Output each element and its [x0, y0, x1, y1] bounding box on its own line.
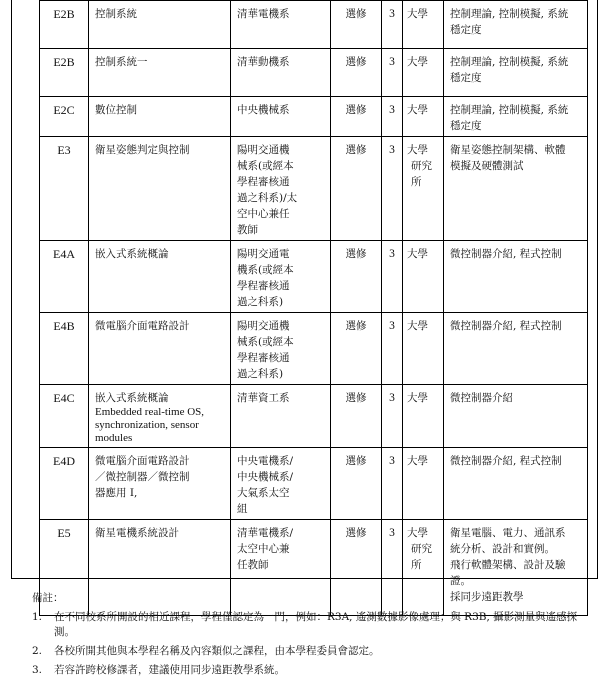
course-name-cell: [89, 49, 231, 97]
course-row: [40, 137, 588, 241]
offering-dept: 組: [237, 503, 248, 515]
course-type: 選修: [331, 241, 382, 313]
note-item: [32, 610, 592, 640]
course-content: 微控制器介紹: [450, 392, 513, 404]
course-level: 大學: [407, 56, 428, 68]
course-level: 大學: [407, 8, 428, 20]
course-credit: 3: [382, 97, 403, 137]
course-code: E3: [40, 137, 89, 241]
course-content: 採同步遠距教學: [450, 591, 524, 603]
course-content-cell: [444, 49, 588, 97]
course-table-body: [40, 1, 588, 616]
course-row: [40, 49, 588, 97]
course-content: 穩定度: [450, 120, 482, 132]
offering-dept: 中央機械系: [237, 104, 290, 116]
course-content: 穩定度: [450, 72, 482, 84]
course-row: [40, 448, 588, 520]
course-name: 微電腦介面電路設計: [95, 455, 190, 467]
offering-dept: 陽明交通機: [237, 144, 290, 156]
offering-dept: 清華電機系/: [237, 527, 294, 539]
course-content: 微控制器介紹, 程式控制: [450, 320, 562, 332]
offering-dept-cell: [231, 385, 331, 448]
course-name-cell: [89, 313, 231, 385]
offering-dept: 學程審核通: [237, 176, 290, 188]
notes-section: [32, 591, 592, 682]
course-code: E2B: [40, 49, 89, 97]
course-content: 統分析、設計和實例。: [450, 543, 555, 555]
course-content-cell: [444, 313, 588, 385]
course-type: 選修: [331, 1, 382, 49]
course-level: 大學: [407, 320, 428, 332]
course-name: 控制系統: [95, 8, 137, 20]
course-name: 衛星電機系統設計: [95, 527, 179, 539]
offering-dept: 清華電機系: [237, 8, 290, 20]
offering-dept: 教師: [237, 224, 258, 236]
course-code: E5: [40, 520, 89, 616]
course-credit: 3: [382, 1, 403, 49]
course-table: [39, 0, 588, 616]
offering-dept-cell: [231, 137, 331, 241]
course-level-cell: [403, 137, 444, 241]
offering-dept-cell: [231, 97, 331, 137]
offering-dept: 過之科系): [237, 296, 284, 308]
course-content-cell: [444, 241, 588, 313]
course-level-cell: [403, 448, 444, 520]
course-level-cell: [403, 1, 444, 49]
offering-dept: 清華動機系: [237, 56, 290, 68]
course-row: [40, 241, 588, 313]
course-level: 大學: [407, 455, 428, 467]
course-content: 微控制器介紹, 程式控制: [450, 455, 562, 467]
course-name: ／微控制器／微控制: [95, 471, 190, 483]
course-level: 大學: [407, 527, 428, 539]
course-content-cell: [444, 385, 588, 448]
course-content: 飛行軟體架構、設計及驗: [450, 559, 566, 571]
course-code: E4B: [40, 313, 89, 385]
course-name: 衛星姿態判定與控制: [95, 144, 190, 156]
course-type: 選修: [331, 385, 382, 448]
course-type: 選修: [331, 313, 382, 385]
offering-dept-cell: [231, 448, 331, 520]
course-level-cell: [403, 97, 444, 137]
course-content-cell: [444, 1, 588, 49]
course-name: 微電腦介面電路設計: [95, 320, 190, 332]
note-number: 3.: [32, 664, 43, 676]
course-content: 衛星姿態控制架構、軟體: [450, 144, 566, 156]
course-row: [40, 97, 588, 137]
course-code: E4C: [40, 385, 89, 448]
course-row: [40, 1, 588, 49]
course-name-cell: [89, 385, 231, 448]
course-name-cell: [89, 241, 231, 313]
offering-dept: 學程審核通: [237, 280, 290, 292]
offering-dept-cell: [231, 313, 331, 385]
note-text: 在不同校系所開設的相近課程，學程僅認定為一門，例如：R3A, 遙測數據影像處理；與 R3B, 攝影測量與遙感探測。: [54, 611, 578, 638]
note-text: 各校所開其他與本學程名稱及內容類似之課程，由本學程委員會認定。: [54, 645, 380, 657]
course-name-cell: [89, 97, 231, 137]
course-level-cell: [403, 49, 444, 97]
course-content: 穩定度: [450, 24, 482, 36]
course-content-cell: [444, 448, 588, 520]
course-name-en: synchronization, sensor: [95, 419, 199, 431]
course-code: E4A: [40, 241, 89, 313]
course-content: 衛星電腦、電力、通訊系: [450, 527, 566, 539]
course-row: [40, 313, 588, 385]
course-content: 控制理論, 控制模擬, 系統: [450, 56, 569, 68]
course-credit: 3: [382, 448, 403, 520]
offering-dept: 械系(或經本: [237, 160, 294, 172]
course-content: 控制理論, 控制模擬, 系統: [450, 8, 569, 20]
course-level: 研究: [411, 160, 432, 172]
notes-title: 備註：: [32, 592, 64, 604]
course-code: E4D: [40, 448, 89, 520]
course-row: [40, 385, 588, 448]
course-code: E2B: [40, 1, 89, 49]
course-name-cell: [89, 1, 231, 49]
course-credit: 3: [382, 137, 403, 241]
course-level-cell: [403, 313, 444, 385]
offering-dept: 械系(或經本: [237, 336, 294, 348]
offering-dept-cell: [231, 1, 331, 49]
offering-dept: 大氣系太空: [237, 487, 290, 499]
offering-dept: 中央機械系/: [237, 471, 294, 483]
course-content: 證。: [450, 575, 471, 587]
offering-dept: 過之科系)/太: [237, 192, 298, 204]
offering-dept: 清華資工系: [237, 392, 290, 404]
note-item: [32, 644, 592, 659]
course-name: 數位控制: [95, 104, 137, 116]
offering-dept: 陽明交通機: [237, 320, 290, 332]
note-item: [32, 663, 592, 678]
course-content: 控制理論, 控制模擬, 系統: [450, 104, 569, 116]
offering-dept: 過之科系): [237, 368, 284, 380]
course-level: 所: [411, 559, 422, 571]
note-number: 1.: [32, 611, 43, 623]
offering-dept: 陽明交通電: [237, 248, 290, 260]
course-level: 所: [411, 176, 422, 188]
course-type: 選修: [331, 448, 382, 520]
course-level: 大學: [407, 104, 428, 116]
offering-dept: 學程審核通: [237, 352, 290, 364]
course-level: 大學: [407, 248, 428, 260]
course-credit: 3: [382, 520, 403, 616]
course-name-cell: [89, 137, 231, 241]
course-name-cell: [89, 448, 231, 520]
course-code: E2C: [40, 97, 89, 137]
course-level: 研究: [411, 543, 432, 555]
course-credit: 3: [382, 385, 403, 448]
course-type: 選修: [331, 97, 382, 137]
course-level-cell: [403, 385, 444, 448]
course-name-en: Embedded real-time OS,: [95, 406, 205, 418]
offering-dept: 任教師: [237, 559, 269, 571]
offering-dept: 空中心兼任: [237, 208, 290, 220]
course-content-cell: [444, 97, 588, 137]
course-name: 控制系統一: [95, 56, 148, 68]
course-level-cell: [403, 241, 444, 313]
course-type: 選修: [331, 137, 382, 241]
course-type: 選修: [331, 520, 382, 616]
course-content: 微控制器介紹, 程式控制: [450, 248, 562, 260]
course-name: 器應用 I,: [95, 487, 138, 499]
course-level: 大學: [407, 144, 428, 156]
notes-list: [32, 610, 592, 678]
course-level: 大學: [407, 392, 428, 404]
course-content: 模擬及硬體測試: [450, 160, 524, 172]
course-name-en: modules: [95, 432, 133, 444]
course-type: 選修: [331, 49, 382, 97]
course-name: 嵌入式系統概論: [95, 248, 169, 260]
offering-dept: 中央電機系/: [237, 455, 294, 467]
offering-dept: 太空中心兼: [237, 543, 290, 555]
course-name: 嵌入式系統概論: [95, 392, 169, 404]
course-content-cell: [444, 137, 588, 241]
offering-dept-cell: [231, 241, 331, 313]
offering-dept-cell: [231, 49, 331, 97]
course-credit: 3: [382, 313, 403, 385]
course-credit: 3: [382, 241, 403, 313]
note-number: 2.: [32, 645, 43, 657]
course-credit: 3: [382, 49, 403, 97]
note-text: 若容許跨校修課者，建議使用同步遠距教學系統。: [54, 664, 285, 676]
offering-dept: 機系(或經本: [237, 264, 294, 276]
